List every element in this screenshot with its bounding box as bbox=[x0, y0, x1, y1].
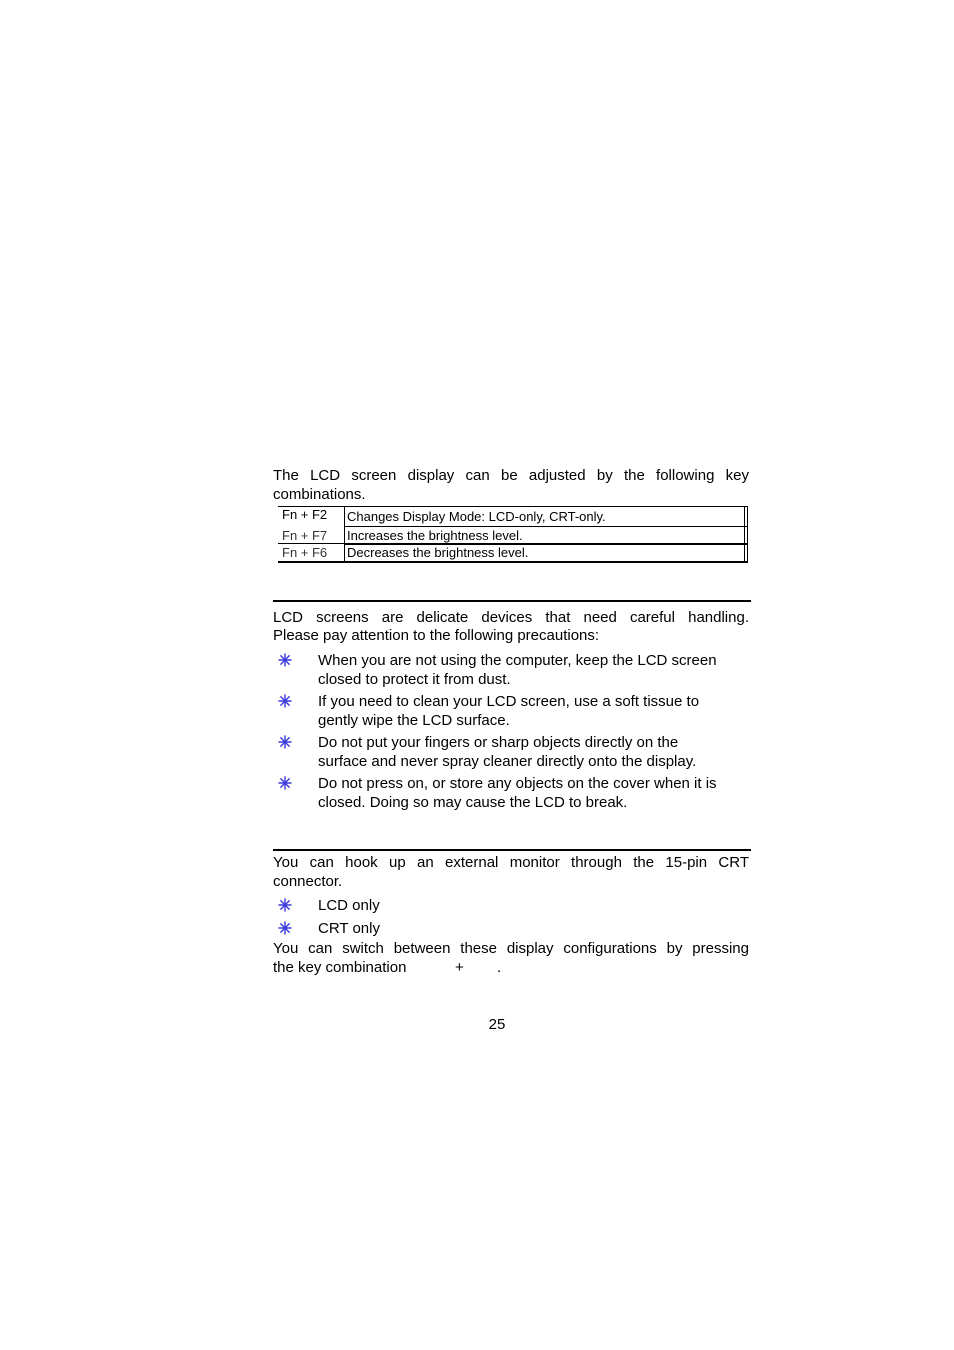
switch-line2-text: the key combination bbox=[273, 959, 407, 976]
snowflake-bullet-icon bbox=[278, 735, 292, 749]
care-bullet-4-line2: closed. Doing so may cause the LCD to break. bbox=[318, 794, 628, 811]
snowflake-bullet-icon bbox=[278, 921, 292, 935]
option-crt-only-label: CRT only bbox=[318, 920, 380, 937]
page-number: 25 bbox=[488, 1016, 506, 1033]
care-bullet-3-line2: surface and never spray cleaner directly onto the display. bbox=[318, 753, 697, 770]
key-fn-f7: Fn + F7 bbox=[282, 528, 328, 543]
snowflake-bullet-icon bbox=[278, 898, 292, 912]
display-intro-line1: The LCD screen display can be adjusted by the following key bbox=[273, 467, 749, 484]
key-fn-f6: Fn + F6 bbox=[282, 545, 328, 560]
care-intro-line1: LCD screens are delicate devices that need careful handling. bbox=[273, 609, 749, 626]
desc-fn-f2: Changes Display Mode: LCD-only, CRT-only. bbox=[347, 509, 606, 524]
key-fn-f2: Fn + F2 bbox=[282, 507, 328, 522]
switch-line2 bbox=[273, 958, 406, 977]
switch-plus: + bbox=[455, 959, 464, 976]
key-combination-table bbox=[278, 506, 748, 563]
care-bullet-2-line1: If you need to clean your LCD screen, use a soft tissue to bbox=[318, 693, 700, 710]
care-intro-line2: Please pay attention to the following precautions: bbox=[273, 627, 600, 644]
display-intro-line2: combinations. bbox=[273, 486, 366, 503]
care-bullet-3-line1: Do not put your fingers or sharp objects directly on the bbox=[318, 734, 679, 751]
snowflake-bullet-icon bbox=[278, 776, 292, 790]
care-bullet-1-line2: closed to protect it from dust. bbox=[318, 671, 511, 688]
care-bullet-4-line1: Do not press on, or store any objects on the cover when it is bbox=[318, 775, 717, 792]
external-intro-line1: You can hook up an external monitor through the 15-pin CRT bbox=[273, 854, 749, 871]
switch-period: . bbox=[497, 959, 502, 976]
snowflake-bullet-icon bbox=[278, 653, 292, 667]
section-rule-external bbox=[273, 849, 751, 851]
desc-fn-f6: Decreases the brightness level. bbox=[347, 545, 529, 560]
switch-line1: You can switch between these display configurations by pressing bbox=[273, 940, 749, 957]
section-rule-care bbox=[273, 600, 751, 602]
care-bullet-2-line2: gently wipe the LCD surface. bbox=[318, 712, 510, 729]
option-lcd-only-label: LCD only bbox=[318, 897, 380, 914]
care-bullet-1-line1: When you are not using the computer, keep the LCD screen bbox=[318, 652, 717, 669]
external-intro-line2: connector. bbox=[273, 873, 343, 890]
desc-fn-f7: Increases the brightness level. bbox=[347, 528, 523, 543]
snowflake-bullet-icon bbox=[278, 694, 292, 708]
